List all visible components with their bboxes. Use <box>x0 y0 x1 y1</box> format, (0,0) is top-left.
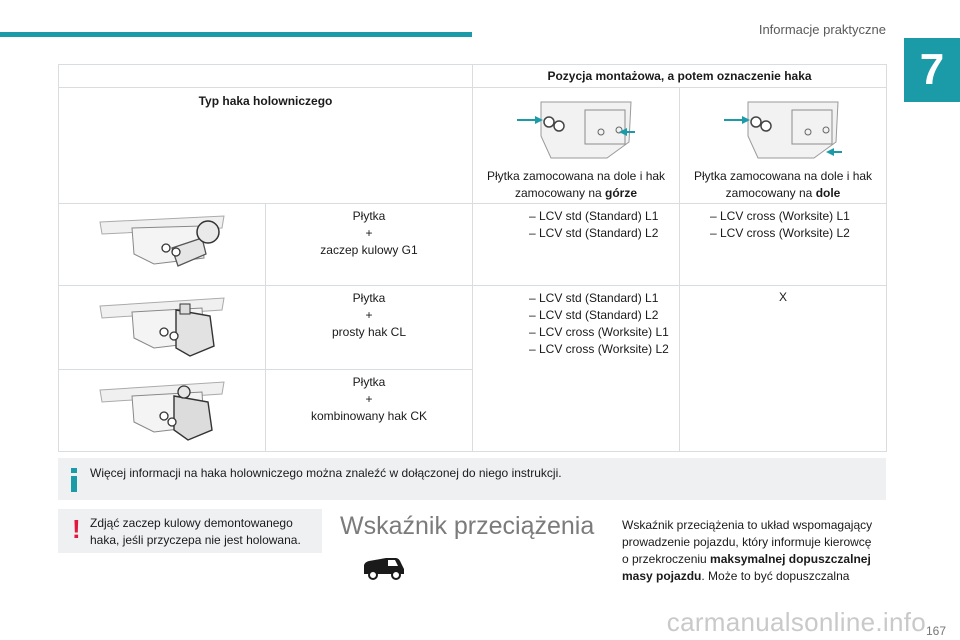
hook-top-variants <box>473 286 680 452</box>
straight-hook-desc <box>266 286 473 370</box>
variant-item: – LCV cross (Worksite) L2 <box>529 342 669 356</box>
tow-hook-table <box>58 64 887 452</box>
variant-item: – LCV std (Standard) L2 <box>529 308 659 322</box>
straight-hook-illustration <box>92 290 232 362</box>
van-icon <box>362 555 406 581</box>
header-accent-bar <box>0 32 472 37</box>
plate-bottom-cell <box>680 88 887 204</box>
variant-item: – LCV cross (Worksite) L1 <box>529 325 669 339</box>
body-line <box>622 568 884 585</box>
desc-line: Płytka <box>352 375 386 389</box>
combined-hook-illustration-cell <box>59 370 266 452</box>
ball-hook-illustration-cell <box>59 204 266 286</box>
empty-header-cell <box>59 65 473 88</box>
plate-top-text: Płytka zamocowana na dole i hak zamocowany na <box>486 169 666 200</box>
header-hook-type: Typ haka holowniczego <box>59 88 473 204</box>
hook-bottom-not-available: X <box>680 286 887 452</box>
body-line <box>622 551 884 568</box>
desc-line: + <box>365 226 373 240</box>
body-bold-span: maksymalnej dopuszczalnej <box>710 552 871 566</box>
ball-hook-illustration <box>92 208 232 278</box>
info-note-text: Więcej informacji na haka holowniczego można znaleźć w dołączonej do niego instrukcji. <box>90 466 562 480</box>
variant-item: – LCV std (Standard) L1 <box>529 291 659 305</box>
plate-top-illustration <box>511 96 641 162</box>
body-text-span: . Może to być dopuszczalna <box>701 569 850 583</box>
combined-hook-desc <box>266 370 473 452</box>
ball-hook-desc <box>266 204 473 286</box>
plate-top-cell <box>473 88 680 204</box>
straight-hook-illustration-cell <box>59 286 266 370</box>
warning-note-text <box>90 515 301 549</box>
warning-note <box>58 509 322 553</box>
plate-bottom-text: Płytka zamocowana na dole i hak zamocowany na <box>693 169 873 200</box>
warning-line: haka, jeśli przyczepa nie jest holowana. <box>90 533 301 547</box>
body-bold-span: masy pojazdu <box>622 569 702 583</box>
plate-bottom-illustration <box>718 96 848 162</box>
warning-icon: ! <box>72 514 81 544</box>
info-icon <box>70 468 78 492</box>
chapter-number: 7 <box>904 38 960 102</box>
desc-line: zaczep kulowy G1 <box>320 243 418 257</box>
combined-hook-illustration <box>92 374 232 446</box>
plate-bottom-bold: dole <box>815 186 841 200</box>
page-number: 167 <box>925 624 946 638</box>
warning-line: Zdjąć zaczep kulowy demontowanego <box>90 516 293 530</box>
plate-top-bold: górze <box>605 186 638 200</box>
desc-line: kombinowany hak CK <box>310 409 428 423</box>
overload-indicator-description <box>622 517 884 585</box>
info-note <box>58 458 886 500</box>
header-mount-position: Pozycja montażowa, a potem oznaczenie haka <box>473 65 887 88</box>
watermark: carmanualsonline.info <box>666 607 926 637</box>
body-line: Wskaźnik przeciążenia to układ wspomagający <box>622 518 873 532</box>
variant-item: – LCV cross (Worksite) L2 <box>710 226 850 240</box>
desc-line: Płytka <box>352 209 386 223</box>
ball-hook-bottom-variants <box>680 204 887 286</box>
desc-line: prosty hak CL <box>331 325 407 339</box>
variant-item: – LCV std (Standard) L1 <box>529 209 659 223</box>
body-line: prowadzenie pojazdu, który informuje kierowcę <box>622 535 872 549</box>
section-heading: Wskaźnik przeciążenia <box>340 512 595 540</box>
body-text-span: o przekroczeniu <box>622 552 711 566</box>
variant-item: – LCV std (Standard) L2 <box>529 226 659 240</box>
desc-line: Płytka <box>352 291 386 305</box>
desc-line: + <box>365 308 373 322</box>
ball-hook-top-variants <box>473 204 680 286</box>
section-title: Informacje praktyczne <box>758 22 886 37</box>
desc-line: + <box>365 392 373 406</box>
variant-item: – LCV cross (Worksite) L1 <box>710 209 850 223</box>
